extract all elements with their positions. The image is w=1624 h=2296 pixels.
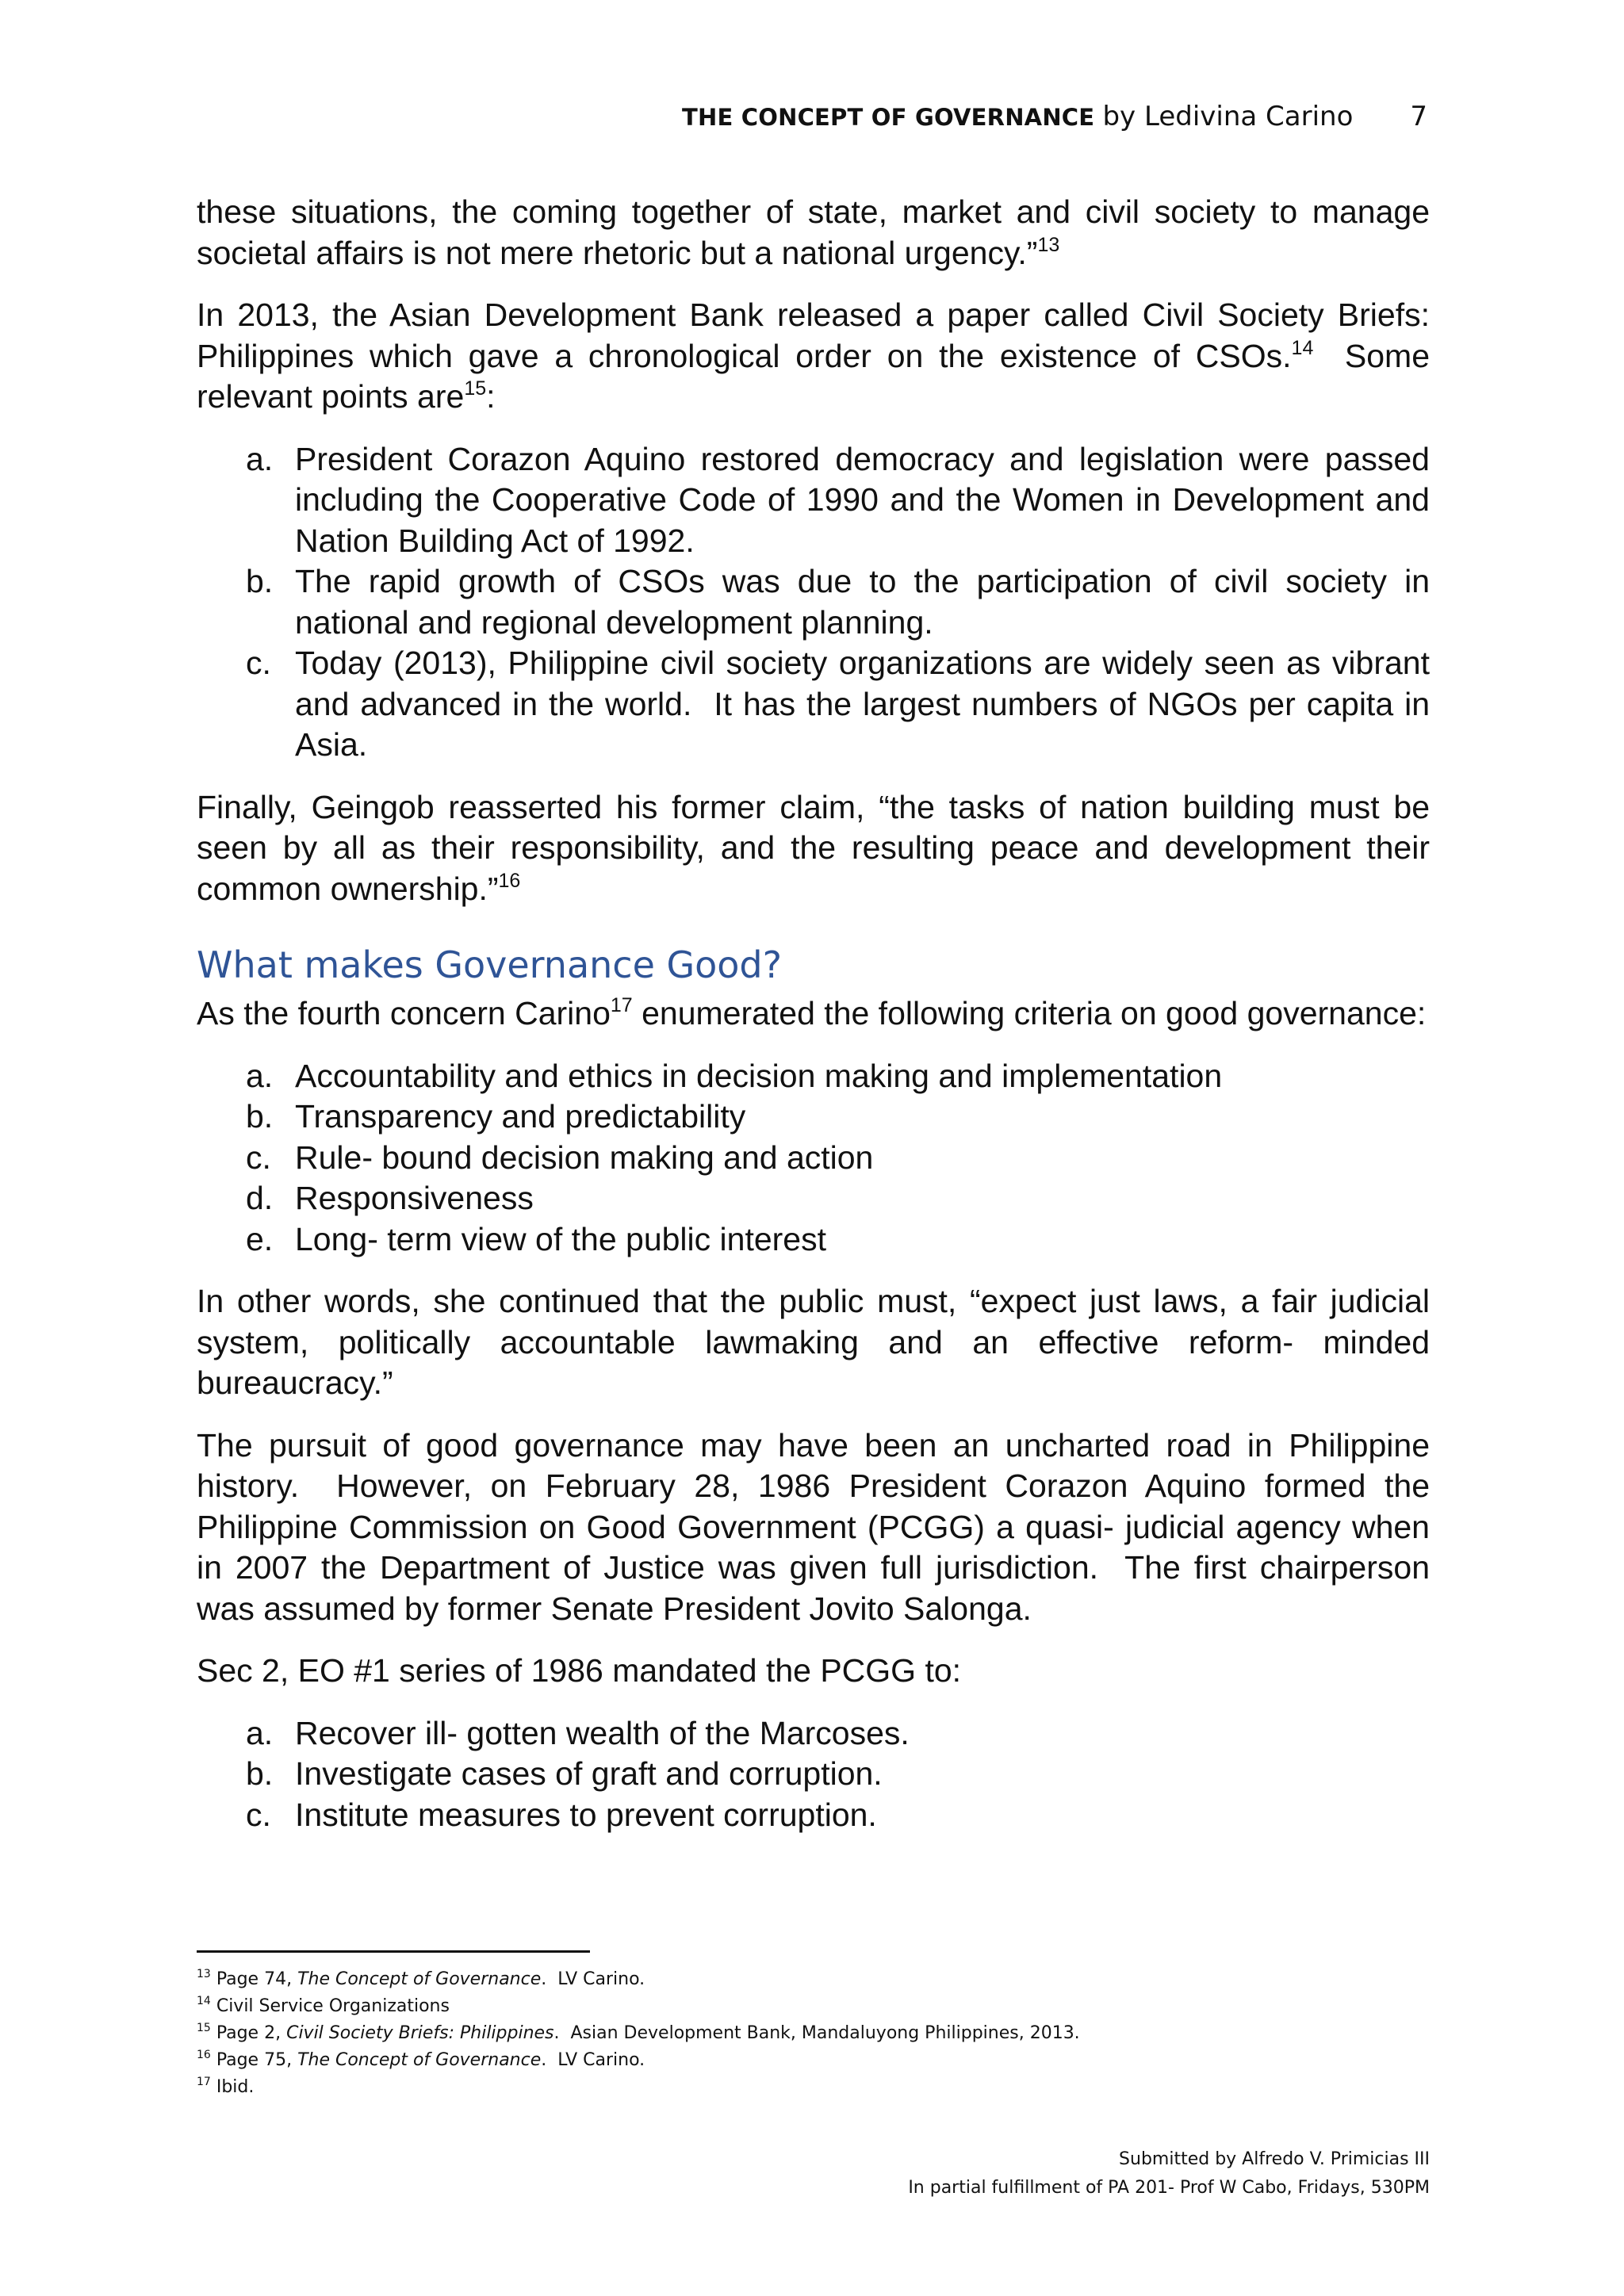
list-item <box>197 439 1430 562</box>
footnote-ref-15: 15 <box>464 377 487 400</box>
governance-criteria-list <box>197 1056 1430 1261</box>
list-marker: a. <box>246 1714 274 1751</box>
list-item <box>197 561 1430 643</box>
body-text <box>197 192 1439 1857</box>
paragraph-6: The pursuit of good governance may have been an uncharted road in Philippine history. However, on February 28, 1986 President Corazon Aquino formed the Philippine Commission on Good Government (PCGG) a quasi- judicial agency when in 2007 the Department of Justice was given full jurisdiction. The first chairperson was assumed by former Senate President Jovito Salonga. <box>197 1426 1439 1627</box>
list-item-text: Today (2013), Philippine civil society organizations are widely seen as vibrant and advanced in the world. It has the largest numbers of NGOs per capita in Asia. <box>295 645 1439 763</box>
list-item-text: President Corazon Aquino restored democracy and legislation were passed including the Cooperative Code of 1990 and the Women in Development and Nation Building Act of 1992. <box>295 440 1430 559</box>
list-item <box>197 1713 1430 1755</box>
paragraph-1-text: these situations, the coming together of state, market and civil society to manage societal affairs is not mere rhetoric but a national urgency.” <box>197 193 1430 271</box>
list-marker: b. <box>246 1755 274 1792</box>
list-marker: a. <box>246 440 274 477</box>
footnote-text: Page 2, <box>216 2023 287 2043</box>
paragraph-1 <box>197 192 1430 274</box>
list-item-text: Institute measures to prevent corruption. <box>295 1796 877 1833</box>
paragraph-4-text-b: enumerated the following criteria on good governance: <box>632 995 1427 1031</box>
footer-course-info: In partial fulfillment of PA 201- Prof W Cabo, Fridays, 530PM <box>908 2178 1430 2198</box>
list-item-text: Responsiveness <box>295 1180 534 1216</box>
list-marker: a. <box>246 1057 274 1094</box>
page-number: 7 <box>1410 101 1427 132</box>
footnote-number: 15 <box>197 2022 211 2034</box>
paragraph-4-text-a: As the fourth concern Carino <box>197 995 611 1031</box>
list-marker: b. <box>246 563 274 599</box>
list-item <box>197 1754 1430 1795</box>
footnote-ref-17: 17 <box>610 994 633 1016</box>
paragraph-2 <box>197 295 1439 418</box>
list-marker: c. <box>246 645 271 681</box>
footnote-text: . Asian Development Bank, Mandaluyong Philippines, 2013. <box>553 2023 1080 2043</box>
cso-points-list <box>197 439 1439 766</box>
footnote-text: Page 74, <box>216 1969 298 1989</box>
list-item-text: Investigate cases of graft and corruption. <box>295 1755 883 1792</box>
paragraph-2-text-c: : <box>486 378 496 415</box>
footnote-ref-13: 13 <box>1037 233 1060 256</box>
paragraph-2-text-a: In 2013, the Asian Development Bank released a paper called Civil Society Briefs: Philippines which gave a chronological order on the existence of CSOs. <box>197 297 1430 374</box>
list-item <box>197 1795 1430 1836</box>
list-marker: c. <box>246 1796 271 1833</box>
list-item-text: Accountability and ethics in decision making and implementation <box>295 1057 1223 1094</box>
footnote <box>197 1966 1430 1993</box>
footnote-title: The Concept of Governance <box>297 2050 542 2070</box>
list-item-text: The rapid growth of CSOs was due to the participation of civil society in national and regional development planning. <box>295 563 1430 641</box>
paragraph-2-text-b: Some relevant points are <box>197 337 1439 415</box>
footnote-number: 17 <box>197 2076 211 2088</box>
footnote-text: Ibid. <box>216 2077 255 2097</box>
list-marker: e. <box>246 1220 274 1257</box>
footnote-text: Civil Service Organizations <box>216 1996 450 2016</box>
header-title: THE CONCEPT OF GOVERNANCE <box>682 104 1095 131</box>
pcgg-mandate-list <box>197 1713 1430 1836</box>
footnote-number: 13 <box>197 1968 211 1980</box>
list-marker: b. <box>246 1098 274 1135</box>
list-marker: d. <box>246 1180 274 1216</box>
section-heading: What makes Governance Good? <box>197 943 783 986</box>
footnote <box>197 2047 1430 2074</box>
footnote-text: Page 75, <box>216 2050 298 2070</box>
footnote-separator <box>197 1950 590 1953</box>
list-item <box>197 1219 1430 1261</box>
list-item <box>197 1178 1430 1219</box>
paragraph-7: Sec 2, EO #1 series of 1986 mandated the PCGG to: <box>197 1652 962 1689</box>
page-footer <box>908 2145 1430 2202</box>
footnote-number: 16 <box>197 2049 211 2061</box>
footnote-text: . LV Carino. <box>541 1969 645 1989</box>
list-item <box>197 1096 1430 1138</box>
list-item-text: Recover ill- gotten wealth of the Marcoses. <box>295 1714 910 1751</box>
header-author: by Ledivina Carino <box>1102 101 1354 132</box>
list-item <box>197 1056 1430 1097</box>
list-item-text: Rule- bound decision making and action <box>295 1138 874 1176</box>
footnote <box>197 1993 1430 2020</box>
list-item <box>197 643 1439 766</box>
paragraph-3-text: Finally, Geingob reasserted his former claim, “the tasks of nation building must be seen by all as their responsibility, and the resulting peace and development their common ownership.” <box>197 788 1430 907</box>
running-header <box>682 97 1427 137</box>
footnote-title: Civil Society Briefs: Philippines <box>286 2023 554 2043</box>
footnote-number: 14 <box>197 1995 211 2007</box>
footnote <box>197 2020 1430 2047</box>
paragraph-4 <box>197 993 1430 1035</box>
footnote-title: The Concept of Governance <box>297 1969 542 1989</box>
paragraph-3 <box>197 787 1430 910</box>
footnote <box>197 2074 1430 2101</box>
paragraph-5: In other words, she continued that the public must, “expect just laws, a fair judicial system, politically accountable lawmaking and an effective reform- minded bureaucracy.” <box>197 1283 1430 1401</box>
footnote-ref-16: 16 <box>498 869 521 892</box>
list-item-text: Long- term view of the public interest <box>295 1220 826 1257</box>
list-item-text: Transparency and predictability <box>295 1098 746 1135</box>
footer-submitted-by: Submitted by Alfredo V. Primicias III <box>1119 2149 1430 2169</box>
list-item <box>197 1138 1430 1179</box>
footnote-ref-14: 14 <box>1291 336 1314 359</box>
list-marker: c. <box>246 1138 271 1176</box>
footnotes <box>197 1966 1430 2101</box>
footnote-text: . LV Carino. <box>541 2050 645 2070</box>
